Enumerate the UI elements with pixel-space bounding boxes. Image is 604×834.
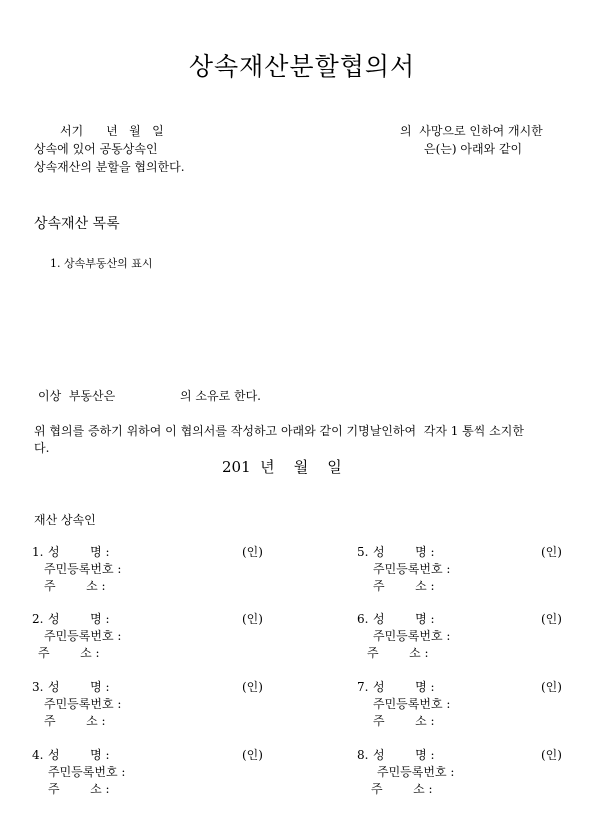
intro-as-follows: 은(는) 아래와 같이 [424, 142, 523, 156]
heir-address-label: 주 소 : [38, 646, 100, 660]
heir-number: 4. [32, 748, 44, 762]
seal-mark: (인) [541, 748, 562, 762]
document-title: 상속재산분할협의서 [188, 52, 416, 81]
heir-address-label: 주 소 : [48, 782, 110, 796]
heir-number: 1. [32, 545, 44, 559]
heir-name-label: 성 명 : [373, 545, 435, 559]
seal-mark: (인) [242, 748, 263, 762]
heir-number: 6. [357, 612, 369, 626]
heir-registration-label: 주민등록번호 : [373, 562, 451, 576]
heir-address-label: 주 소 : [373, 579, 435, 593]
seal-mark: (인) [541, 680, 562, 694]
heir-registration-label: 주민등록번호 : [48, 765, 126, 779]
estate-list-heading: 상속재산 목록 [34, 216, 120, 232]
heir-name-label: 성 명 : [373, 612, 435, 626]
ownership-subject: 이상 부동산은 [38, 389, 116, 403]
heir-name-label: 성 명 : [48, 545, 110, 559]
agreement-statement: 위 협의를 증하기 위하여 이 협의서를 작성하고 아래와 같이 기명날인하여 각자 1 통씩 소지한 [34, 424, 524, 438]
seal-mark: (인) [242, 545, 263, 559]
signing-date: 201 년 월 일 [222, 458, 342, 476]
heir-registration-label: 주민등록번호 : [44, 562, 122, 576]
heir-registration-label: 주민등록번호 : [44, 697, 122, 711]
heir-address-label: 주 소 : [373, 714, 435, 728]
heir-number: 5. [357, 545, 369, 559]
heir-name-label: 성 명 : [373, 680, 435, 694]
heirs-heading: 재산 상속인 [34, 513, 96, 527]
heir-number: 7. [357, 680, 369, 694]
intro-coheirs-line: 상속에 있어 공동상속인 [34, 142, 158, 156]
heir-registration-label: 주민등록번호 : [373, 629, 451, 643]
heir-address-label: 주 소 : [371, 782, 433, 796]
seal-mark: (인) [541, 612, 562, 626]
heir-number: 8. [357, 748, 369, 762]
heir-name-label: 성 명 : [48, 748, 110, 762]
heir-name-label: 성 명 : [373, 748, 435, 762]
intro-agreement-line: 상속재산의 분할을 협의한다. [34, 160, 185, 174]
seal-mark: (인) [242, 680, 263, 694]
intro-death-clause: 의 사망으로 인하여 개시한 [400, 124, 543, 138]
heir-address-label: 주 소 : [44, 714, 106, 728]
heir-registration-label: 주민등록번호 : [373, 697, 451, 711]
seal-mark: (인) [541, 545, 562, 559]
seal-mark: (인) [242, 612, 263, 626]
heir-registration-label: 주민등록번호 : [377, 765, 455, 779]
agreement-statement-end: 다. [34, 441, 50, 455]
heir-number: 2. [32, 612, 44, 626]
heir-address-label: 주 소 : [44, 579, 106, 593]
heir-address-label: 주 소 : [367, 646, 429, 660]
heir-name-label: 성 명 : [48, 612, 110, 626]
intro-date-line: 서기 년 월 일 [60, 124, 164, 138]
estate-item-real-property: 1. 상속부동산의 표시 [50, 257, 153, 270]
heir-name-label: 성 명 : [48, 680, 110, 694]
heir-number: 3. [32, 680, 44, 694]
ownership-clause: 의 소유로 한다. [180, 389, 261, 403]
heir-registration-label: 주민등록번호 : [44, 629, 122, 643]
